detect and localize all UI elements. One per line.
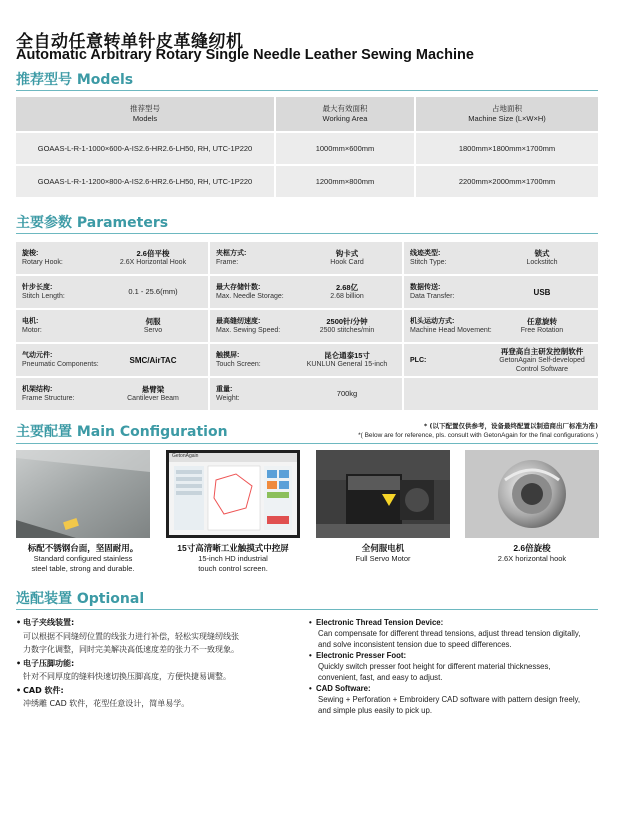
table-row [16,131,598,164]
optional-item-text: 冲绣雕 CAD 软件，花型任意设计，简单易学。 [23,699,190,708]
parameter-value-en: KUNLUN General 15-inch [306,361,388,368]
parameter-cell [16,276,210,308]
parameter-cell [210,344,404,376]
parameter-label-en: Max. Sewing Speed: [216,327,281,334]
optional-item-text: Quickly switch presser foot height for different material thicknesses, [318,662,551,671]
optional-item-title: 电子压脚功能: [23,658,75,668]
parameters-grid [16,242,598,410]
parameter-label-cn: 机头运动方式: [410,318,455,325]
parameter-label-en: Stitch Type: [410,259,447,266]
optional-item-text: 力数字化调整，同时完美解决高低速度差的张力不一致现象。 [23,645,239,654]
section-models-divider [16,90,598,91]
parameter-label-en: Touch Screen: [216,361,261,368]
parameter-label-en: Rotary Hook: [22,259,63,266]
optional-list-cn [16,616,296,711]
optional-item-heading [16,657,296,671]
parameter-label [22,249,104,267]
section-config-heading: 主要配置 Main Configuration [16,424,228,440]
model-name: GOAAS-L-R-1-1000×600-A-IS2.6-HR2.6-LH50, RH, UTC-1P220 [37,144,253,153]
parameter-value [298,317,396,335]
config-caption-en: 2.6X horizontal hook [497,554,567,563]
config-caption-en: steel table, strong and durable. [31,563,135,573]
bullet-icon: • [16,618,22,627]
optional-item-heading [16,616,296,630]
config-caption-en: touch control screen. [198,563,268,573]
parameter-value-cn: 伺服 [145,317,161,326]
parameter-label-en: Frame Structure: [22,395,75,402]
models-table-header [16,97,598,131]
parameter-value [298,249,396,267]
parameter-cell [16,344,210,376]
optional-item-heading [16,684,296,698]
optional-item-text: 针对不同厚度的缝料快速切换压脚高度，方便快捷易调整。 [23,672,231,681]
parameter-label-en: Frame: [216,259,239,266]
parameter-cell [210,242,404,274]
section-models-heading: 推荐型号 Models [16,72,134,88]
header-area-cn: 最大有效面积 [322,104,368,113]
parameter-value-cn: 2500针/分钟 [326,317,368,326]
parameter-label-cn: 最大存储针数: [216,284,261,291]
optional-item-title: Electronic Presser Foot: [316,651,407,660]
parameter-value-en: Free Rotation [520,327,564,334]
bullet-icon: • [16,685,22,695]
parameter-label-cn: 电机: [22,318,39,325]
parameter-label [216,351,298,369]
parameter-value-cn: 钩卡式 [335,249,359,258]
parameter-value-en: Lockstitch [526,259,558,266]
parameter-label-cn: 最高缝纫速度: [216,318,261,325]
config-caption-cn: 15寸高清晰工业触摸式中控屏 [177,543,289,553]
section-optional-divider [16,609,598,610]
bullet-icon: • [16,658,22,668]
parameter-value [492,347,592,374]
bullet-icon: • [309,651,312,660]
parameter-value-en: 2500 stitches/min [319,327,375,334]
header-area-en: Working Area [322,114,368,123]
config-note-cn: * (以下配置仅供参考，设备最终配置以制造商出厂标准为准) [423,422,598,430]
machine-size: 2200mm×2000mm×1700mm [414,166,598,197]
parameter-value [298,351,396,369]
parameter-label-en: Data Transfer: [410,293,455,300]
parameter-value-cn: 昆仑通泰15寸 [324,351,370,360]
optional-list-en [309,617,599,716]
section-parameters-heading: 主要参数 Parameters [16,215,169,231]
parameter-cell [404,310,598,342]
parameter-label [410,249,492,267]
config-note-en: *( Below are for reference, pls. consult with GetonAgain for the final configurations ) [358,432,598,439]
optional-item-heading [309,650,599,661]
optional-item-text: convenient, fast, and easy to adjust. [318,673,443,682]
parameter-label-en: Motor: [22,327,42,334]
parameter-label [410,317,492,335]
config-caption-en: Full Servo Motor [355,554,411,563]
parameter-label-cn: PLC: [410,356,427,364]
config-caption-en: 15-inch HD industrial [198,554,268,563]
optional-item-title: Electronic Thread Tension Device: [316,618,444,627]
parameter-label-cn: 数据传送: [410,284,441,291]
working-area: 1000mm×600mm [274,133,414,164]
parameter-value-en: GetonAgain Self-developed Control Software [499,356,585,373]
working-area: 1200mm×800mm [274,166,414,197]
parameter-cell [210,310,404,342]
parameter-value [104,356,202,365]
machine-size: 1800mm×1800mm×1700mm [414,133,598,164]
parameter-value-en: 0.1 - 25.6(mm) [128,287,178,296]
parameter-cell [16,310,210,342]
config-caption [158,543,308,573]
parameter-value [492,317,592,335]
parameter-value [104,249,202,267]
config-caption [308,543,458,564]
config-caption [457,543,607,564]
parameter-label [410,356,492,365]
parameter-value [298,389,396,399]
parameter-label [22,385,104,403]
rotary-hook-image [465,450,599,538]
parameter-cell [16,378,210,410]
optional-item-title: CAD Software: [316,684,371,693]
optional-item-heading [309,617,599,628]
config-caption-cn: 2.6倍旋梭 [513,543,551,553]
optional-item-title: 电子夹线装置: [23,618,75,627]
parameter-value-en: 2.68 billion [330,293,364,300]
optional-item-text: Sewing + Perforation + Embroidery CAD software with pattern design freely, [318,695,581,704]
parameter-cell [404,276,598,308]
screen-logo: GetonAgain [172,453,199,459]
parameter-value-cn: 2.68亿 [335,283,359,292]
models-table [16,97,598,197]
parameter-label-en: Max. Needle Storage: [216,293,284,300]
parameter-value-cn: 任意旋转 [527,317,557,326]
config-caption-cn: 标配不锈钢台面，坚固耐用。 [27,543,139,553]
parameter-value-en: Servo [143,327,163,334]
parameter-value-cn: USB [533,287,551,297]
page-title-en: Automatic Arbitrary Rotary Single Needle Leather Sewing Machine [16,47,474,63]
header-size-en: Machine Size (L×W×H) [468,114,546,123]
parameter-cell [404,344,598,376]
parameter-label-en: Pneumatic Components: [22,361,99,368]
bullet-icon: • [309,618,312,627]
parameter-cell [210,378,404,410]
parameter-label [22,351,104,369]
optional-item-text: and solve inconsistent tension due to speed differences. [318,640,512,649]
parameter-label [216,249,298,267]
parameter-value-cn: SMC/AirTAC [129,355,177,365]
parameter-cell [16,242,210,274]
parameter-label-en: Stitch Length: [22,293,65,300]
parameter-value-en: 700kg [336,389,358,398]
config-caption-cn: 全伺服电机 [361,543,405,553]
parameter-value-en: 2.6X Horizontal Hook [119,259,187,266]
parameter-label-cn: 夹框方式: [216,250,247,257]
header-models-en: Models [132,114,158,123]
parameter-cell [404,242,598,274]
parameter-label [216,283,298,301]
optional-item-text: Can compensate for different thread tensions, adjust thread tension digitally, [318,629,581,638]
parameter-value-cn: 悬臂梁 [141,385,165,394]
parameter-value-cn: 2.6倍平梭 [136,249,170,258]
config-caption [8,543,158,573]
parameter-label [410,283,492,301]
parameter-label-en: Weight: [216,395,240,402]
parameter-value [104,287,202,297]
parameter-value [104,385,202,403]
stainless-table-image [16,450,150,538]
model-name: GOAAS-L-R-1-1200×800-A-IS2.6-HR2.6-LH50, RH, UTC-1P220 [37,177,253,186]
parameter-label-cn: 机架结构: [22,386,53,393]
touch-screen-image [166,450,300,538]
section-parameters-divider [16,233,598,234]
parameter-value-en: Cantilever Beam [127,395,179,402]
parameter-value-cn: 再登高自主研发控制软件 [500,346,584,356]
page-title-cn: 全自动任意转单针皮革缝纫机 [16,32,244,52]
parameter-label [216,317,298,335]
optional-item-text: 可以根据不同缝纫位置的线张力进行补偿，轻松实现缝纫线张 [23,631,239,641]
parameter-value [298,283,396,301]
table-row [16,164,598,197]
parameter-label-cn: 针步长度: [22,284,53,291]
optional-item-text: and simple plus easily to pick up. [318,706,432,715]
parameter-label-cn: 旋梭: [22,250,39,257]
parameter-label-cn: 气动元件: [22,352,53,359]
parameter-cell-empty [404,378,598,410]
parameter-label [22,317,104,335]
servo-motor-image [316,450,450,538]
section-optional-heading: 选配装置 Optional [16,591,145,607]
parameter-cell [210,276,404,308]
parameter-value [492,249,592,267]
parameter-label-cn: 线迹类型: [410,250,441,257]
section-config-divider [16,443,598,444]
config-caption-en: Standard configured stainless [33,554,133,563]
parameter-label-cn: 触摸屏: [216,352,240,359]
header-models-cn: 推荐型号 [130,104,160,113]
parameter-value [492,288,592,297]
parameter-value-cn: 锁式 [534,249,550,258]
parameter-label-en: Machine Head Movement: [410,327,492,334]
parameter-label [22,283,104,301]
optional-item-title: CAD 软件: [23,685,64,695]
parameter-label-cn: 重量: [216,386,233,393]
parameter-value [104,317,202,335]
bullet-icon: • [309,684,312,693]
optional-item-heading [309,683,599,694]
header-size-cn: 占地面积 [492,104,522,113]
parameter-label [216,385,298,403]
parameter-value-en: Hook Card [330,259,364,266]
